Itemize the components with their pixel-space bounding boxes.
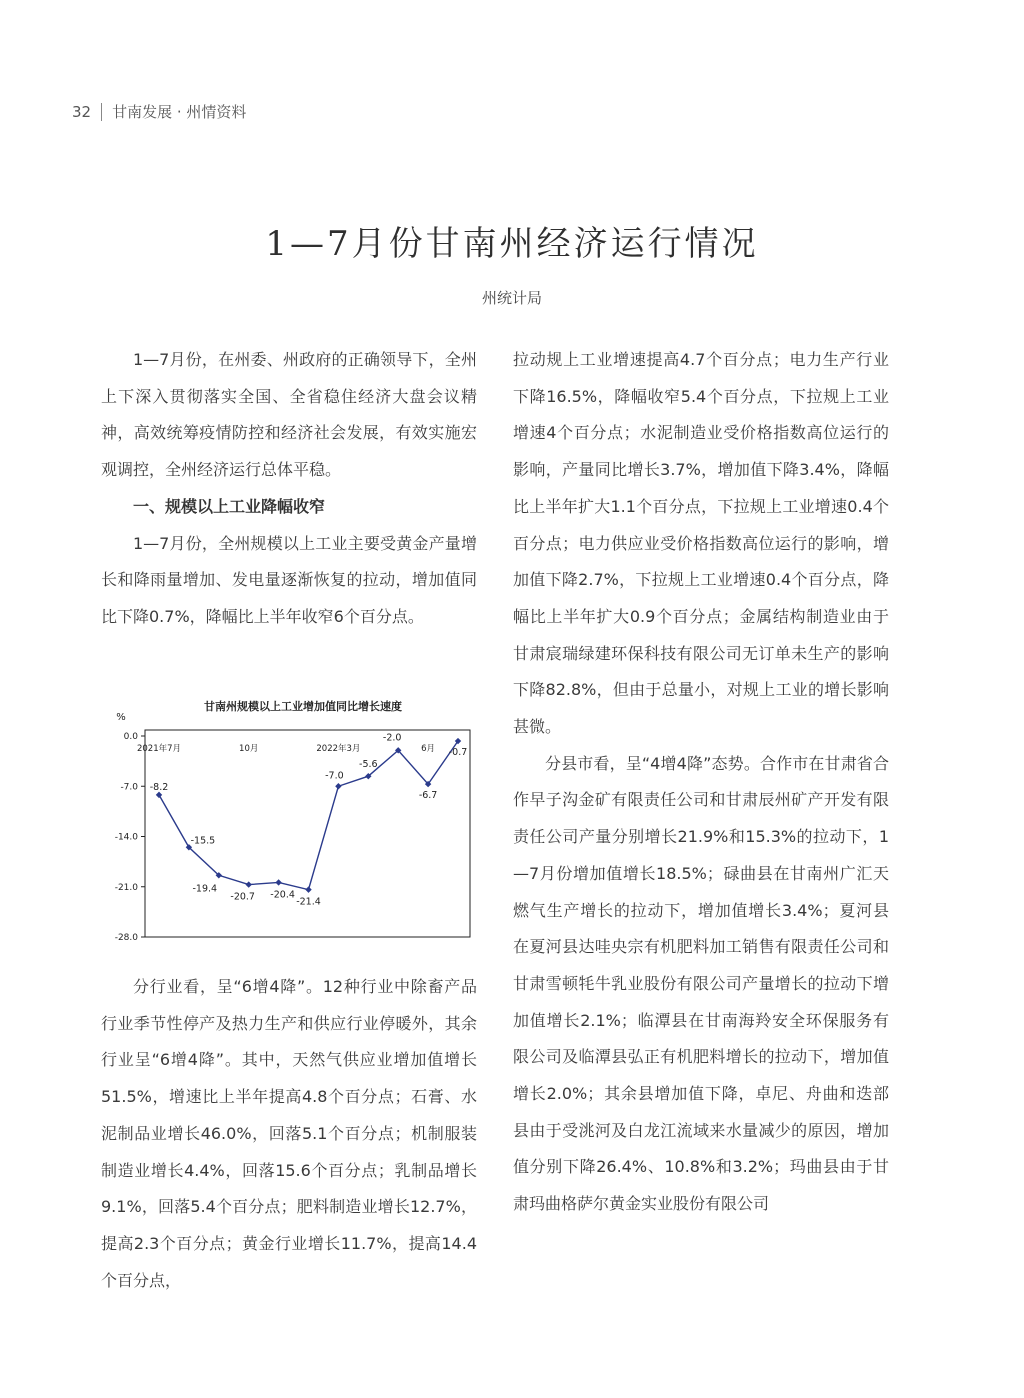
y-tick-label: -7.0 (120, 782, 138, 793)
left-column-top (101, 342, 477, 636)
chart-title: 甘南州规模以上工业增加值同比增长速度 (204, 700, 402, 713)
data-label: -20.7 (230, 891, 255, 903)
right-column (513, 342, 889, 1223)
continued-paragraph: 拉动规上工业增速提高4.7个百分点；电力生产行业下降16.5%，降幅收窄5.4个百分点，下拉规上工业增速4个百分点；水泥制造业受价格指数高位运行的影响，产量同比增长3.7%，增加值下降3.4%，降幅比上半年扩大1.1个百分点，下拉规上工业增速0.4个百分点；电力供应业受价格指数高位运行的影响，增加值下降2.7%，下拉规上工业增速0.4个百分点，降幅比上半年扩大0.9个百分点；金属结构制造业由于甘肃宸瑞绿建环保科技有限公司无订单未生产的影响下降82.8%，但由于总量小，对规上工业的增长影响甚微。 (513, 350, 889, 737)
left-column-bottom (101, 969, 477, 1299)
data-label: -21.4 (296, 896, 321, 908)
industry-paragraph: 分行业看，呈“6增4降”。12种行业中除畜产品行业季节性停产及热力生产和供应行业停暖外，其余行业呈“6增4降”。其中，天然气供应业增加值增长51.5%，增速比上半年提高4.8个百分点；石膏、水泥制品业增长46.0%，回落5.1个百分点；机制服装制造业增长4.4%，回落15.6个百分点；乳制品增长9.1%，回落5.4个百分点；肥料制造业增长12.7%，提高2.3个百分点；黄金行业增长11.7%，提高14.4个百分点， (101, 977, 477, 1290)
data-point (275, 879, 281, 885)
data-label: -0.7 (448, 747, 468, 759)
y-tick-label: 0.0 (123, 732, 138, 742)
data-label: -20.4 (270, 889, 295, 901)
data-label: -15.5 (190, 835, 216, 847)
chart-svg (103, 693, 477, 945)
page-number: 32 (72, 102, 92, 121)
running-head (72, 101, 246, 122)
y-axis-unit: % (116, 712, 126, 723)
data-label: -7.0 (325, 770, 344, 782)
data-label: -8.2 (149, 781, 169, 793)
data-point (246, 881, 252, 887)
x-category-label: 6月 (421, 744, 436, 754)
data-label: -6.7 (418, 790, 438, 802)
section-heading: 一、规模以上工业降幅收窄 (133, 496, 326, 516)
section-paragraph: 1—7月份，全州规模以上工业主要受黄金产量增长和降雨量增加、发电量逐渐恢复的拉动，增加值同比下降0.7%，降幅比上半年收窄6个百分点。 (101, 533, 477, 626)
data-point (335, 783, 341, 789)
line-chart (103, 693, 477, 945)
x-category-label: 2022年3月 (316, 744, 361, 754)
publication-name: 甘南发展 · 州情资料 (112, 103, 247, 121)
data-label: -5.6 (359, 759, 378, 771)
data-label: -19.4 (192, 883, 218, 895)
y-tick-label: -28.0 (114, 933, 138, 943)
article-title: 1—7月份甘南州经济运行情况 (265, 224, 759, 264)
header-divider (101, 103, 102, 121)
county-paragraph: 分县市看，呈“4增4降”态势。合作市在甘肃省合作早子沟金矿有限责任公司和甘肃辰州矿产开发有限责任公司产量分别增长21.9%和15.3%的拉动下，1—7月份增加值增长18.5%；碌曲县在甘南州广汇天燃气生产增长的拉动下，增加值增长3.4%；夏河县在夏河县达哇央宗有机肥料加工销售有限责任公司和甘肃雪顿牦牛乳业股份有限公司产量增长的拉动下增加值增长2.1%；临潭县在甘南海羚安全环保服务有限公司及临潭县弘正有机肥料增长的拉动下，增加值增长2.0%；其余县增加值下降，卓尼、舟曲和迭部县由于受洮河及白龙江流域来水量减少的原因，增加值分别下降26.4%、10.8%和3.2%；玛曲县由于甘肃玛曲格萨尔黄金实业股份有限公司 (513, 753, 889, 1214)
x-category-label: 2021年7月 (136, 744, 182, 754)
series-line (159, 741, 458, 890)
intro-paragraph: 1—7月份，在州委、州政府的正确领导下，全州上下深入贯彻落实全国、全省稳住经济大盘会议精神，高效统筹疫情防控和经济社会发展，有效实施宏观调控，全州经济运行总体平稳。 (101, 350, 477, 480)
data-label: -2.0 (382, 732, 402, 744)
y-tick-label: -14.0 (114, 832, 138, 843)
x-category-label: 10月 (239, 744, 259, 754)
article-author: 州统计局 (481, 289, 542, 307)
data-point (305, 886, 311, 892)
y-tick-label: -21.0 (114, 882, 138, 893)
